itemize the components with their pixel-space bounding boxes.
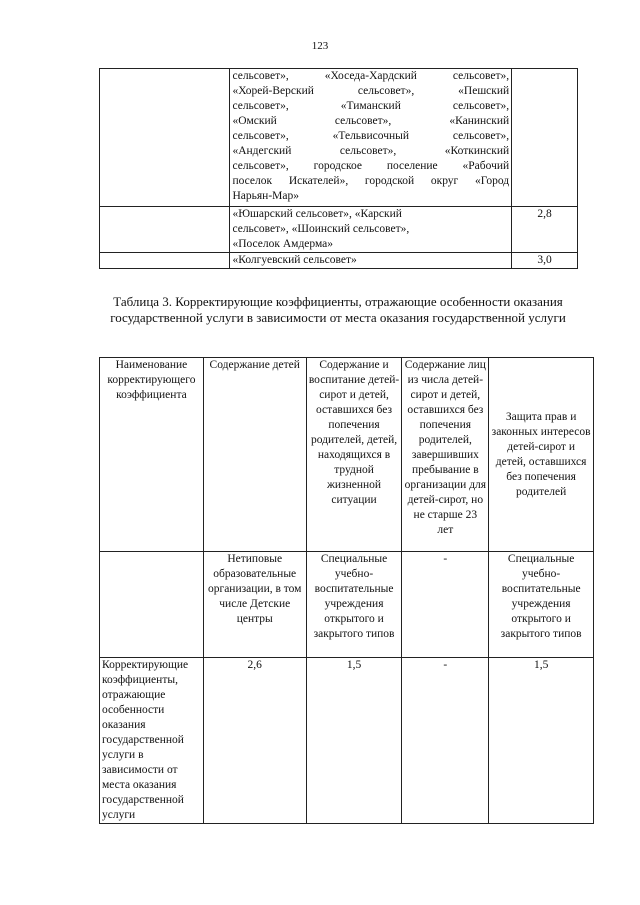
value-cell: 1,5	[306, 658, 402, 824]
header-cell: Защита прав и законных интересов детей-сирот и детей, оставшихся без попечения родителей	[489, 358, 594, 552]
value-cell	[512, 69, 578, 207]
value-cell: -	[402, 658, 489, 824]
header-cell: Содержание лиц из числа детей-сирот и детей, оставшихся без попечения родителей, завершивших пребывание в организации для детей-сирот, но не старше 23 лет	[402, 358, 489, 552]
subheader-row	[100, 552, 594, 658]
table-row	[100, 207, 578, 253]
table-row	[100, 69, 578, 207]
subheader-cell: -	[402, 552, 489, 658]
line: сельсовет», городское поселение «Рабочий	[232, 160, 510, 172]
subheader-cell: Нетиповые образовательные организации, в том числе Детские центры	[203, 552, 306, 658]
line: «Поселок Амдерма»	[232, 238, 334, 250]
subheader-cell: Специальные учебно-воспитательные учреждения открытого и закрытого типов	[489, 552, 594, 658]
settlements-cell	[230, 69, 512, 207]
line: «Омский сельсовет», «Канинский	[232, 115, 510, 127]
line: Нарьян-Мар»	[232, 190, 299, 202]
coefficient-table	[99, 357, 594, 824]
blank-cell	[100, 207, 230, 253]
settlement-coefficient-table	[99, 68, 578, 269]
value-cell: 1,5	[489, 658, 594, 824]
line: «Юшарский сельсовет», «Карский	[232, 208, 402, 220]
line: «Хорей-Верский сельсовет», «Пешский	[232, 85, 510, 97]
header-cell: Содержание и воспитание детей-сирот и детей, оставшихся без попечения родителей, детей, находящихся в трудной жизненной ситуации	[306, 358, 402, 552]
blank-cell	[100, 253, 230, 269]
table-row	[100, 253, 578, 269]
settlements-cell: «Колгуевский сельсовет»	[230, 253, 512, 269]
line: поселок Искателей», городской округ «Город	[232, 175, 510, 187]
settlements-cell	[230, 207, 512, 253]
line: сельсовет», «Тиманский сельсовет»,	[232, 100, 510, 112]
header-cell: Содержание детей	[203, 358, 306, 552]
page-number: 123	[311, 40, 329, 52]
subheader-cell: Специальные учебно-воспитательные учреждения открытого и закрытого типов	[306, 552, 402, 658]
blank-cell	[100, 69, 230, 207]
subheader-cell	[100, 552, 204, 658]
header-row	[100, 358, 594, 552]
row-label-cell: Корректирующие коэффициенты, отражающие особенности оказания государственной услуги в зависимости от места оказания государственной услуги	[100, 658, 204, 824]
header-cell: Наименование корректирующего коэффициента	[100, 358, 204, 552]
value-cell: 2,8	[512, 207, 578, 253]
line: сельсовет», «Шоинский сельсовет»,	[232, 223, 410, 235]
value-cell: 3,0	[512, 253, 578, 269]
line: сельсовет», «Тельвисочный сельсовет»,	[232, 130, 510, 142]
data-row	[100, 658, 594, 824]
line: сельсовет», «Хоседа-Хардский сельсовет»,	[232, 70, 510, 82]
value-cell: 2,6	[203, 658, 306, 824]
line: «Андегский сельсовет», «Коткинский	[232, 145, 510, 157]
table-caption: Таблица 3. Корректирующие коэффициенты, отражающие особенности оказания государственной услуги в зависимости от места оказания государственной услуги	[110, 294, 566, 325]
